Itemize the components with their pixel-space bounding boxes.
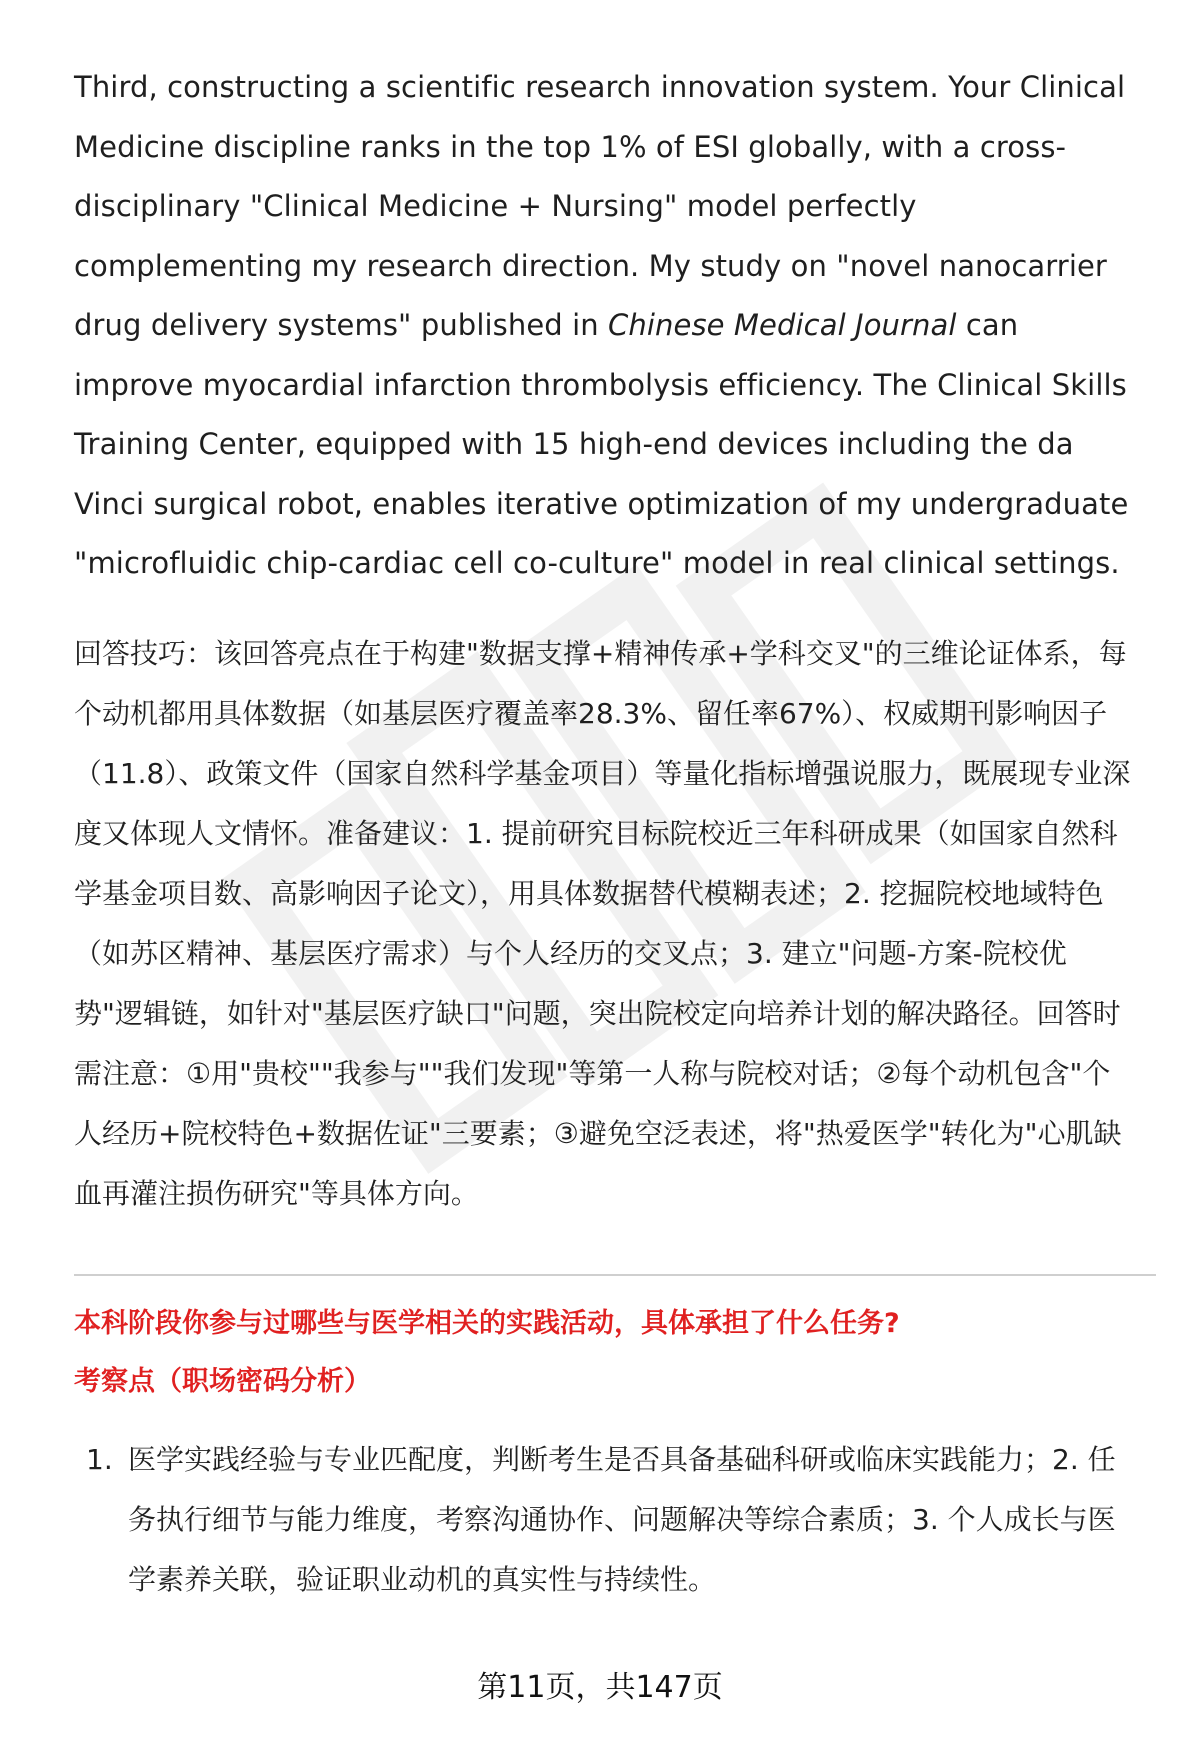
list-item-text: 医学实践经验与专业匹配度，判断考生是否具备基础科研或临床实践能力；2. 任务执行细节与能力维度，考察沟通协作、问题解决等综合素质；3. 个人成长与医学素养关联，验证职业动机的真实性与持续性。 — [128, 1442, 1116, 1596]
assessment-points-heading: 考察点（职场密码分析） — [74, 1365, 371, 1397]
assessment-points-list — [74, 1430, 1134, 1610]
paragraph-answer-tips: 回答技巧：该回答亮点在于构建"数据支撑+精神传承+学科交叉"的三维论证体系，每个动机都用具体数据（如基层医疗覆盖率28.3%、留任率67%）、权威期刊影响因子（11.8）、政策文件（国家自然科学基金项目）等量化指标增强说服力，既展现专业深度又体现人文情怀。准备建议：1. 提前研究目标院校近三年科研成果（如国家自然科学基金项目数、高影响因子论文），用具体数据替代模糊表述；2. 挖掘院校地域特色（如苏区精神、基层医疗需求）与个人经历的交叉点；3. 建立"问题-方案-院校优势"逻辑链，如针对"基层医疗缺口"问题，突出院校定向培养计划的解决路径。回答时需注意：①用"贵校""我参与""我们发现"等第一人称与院校对话；②每个动机包含"个人经历+院校特色+数据佐证"三要素；③避免空泛表述，将"热爱医学"转化为"心肌缺血再灌注损伤研究"等具体方向。 — [74, 636, 1131, 1210]
section-divider — [74, 1274, 1156, 1276]
document-body — [74, 58, 1134, 1610]
page-footer: 第11页，共147页 — [477, 1670, 723, 1705]
journal-name: Chinese Medical Journal — [608, 308, 957, 342]
list-item — [74, 1430, 1134, 1610]
paragraph-research-system — [74, 58, 1134, 594]
list-item-number: 1. — [86, 1442, 113, 1476]
paragraph-text-a: Third, constructing a scientific research innovation system. Your Clinical Medicine discipline ranks in the top 1% of ESI globally, with a cross-disciplinary "Clinical Medicine + Nursing" model perfectly complementing my research direction. My study on "novel nanocarrier drug delivery systems" published in — [74, 70, 1126, 342]
paragraph-text-b: can improve myocardial infarction thrombolysis efficiency. The Clinical Skills Training Center, equipped with 15 high-end devices including the da Vinci surgical robot, enables iterative optimization of my undergraduate "microfluidic chip-cardiac cell co-culture" model in real clinical settings. — [74, 308, 1129, 580]
question-heading: 本科阶段你参与过哪些与医学相关的实践活动，具体承担了什么任务? — [74, 1307, 900, 1339]
